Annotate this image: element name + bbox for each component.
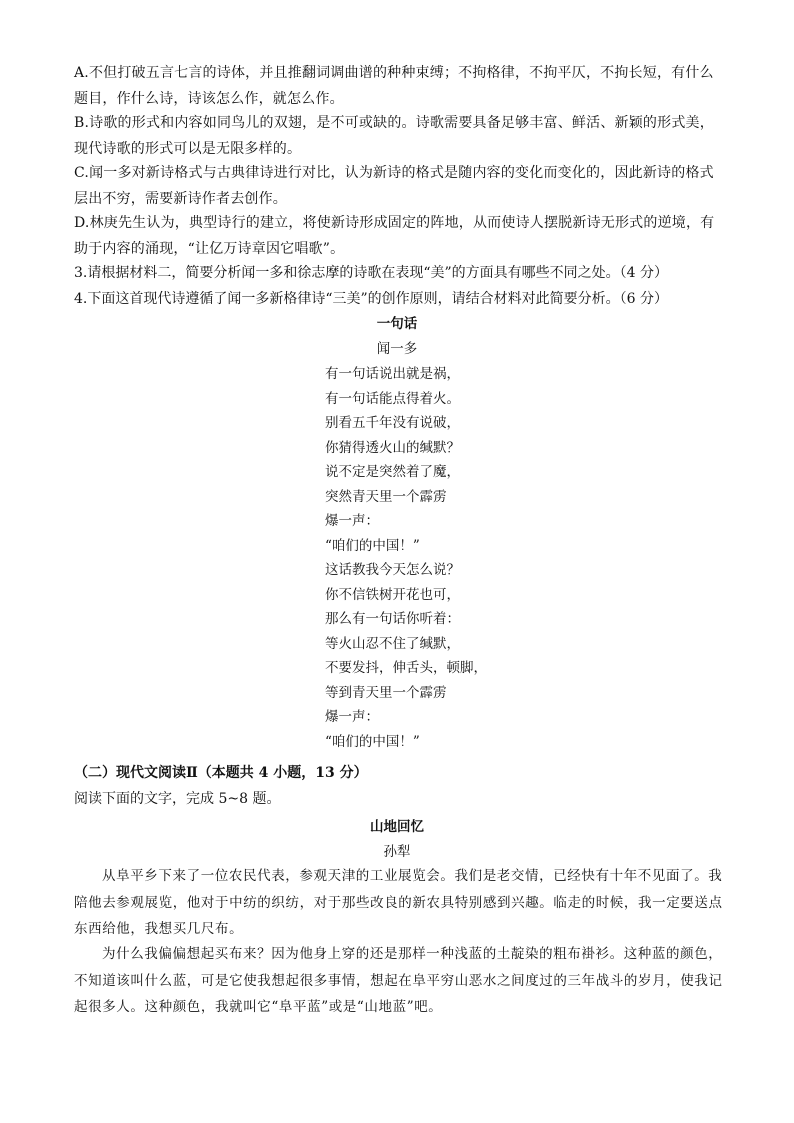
poem-line: 等火山忍不住了缄默， [325,635,460,652]
poem-title: 一句话 [376,316,418,332]
poem-line: 不要发抖，伸舌头，顿脚， [325,660,487,676]
question-3: 3.请根据材料二，简要分析闻一多和徐志摩的诗歌在表现“美”的方面具有哪些不同之处。（4 分） [74,265,669,281]
option-a: A.不但打破五言七言的诗体，并且推翻词调曲谱的种种束缚；不拘格律，不拘平仄，不拘长短，有什么题目，作什么诗，诗该怎么作，就怎么作。 [74,65,714,107]
poem-line: 突然青天里一个霹雳 [325,488,447,505]
poem-line: 爆一声： [325,513,379,529]
poem-line: “咱们的中国！” [325,733,420,750]
poem-line: 你猜得透火山的缄默？ [325,439,460,456]
poem-line: 你不信铁树开花也可， [325,586,460,603]
poem-line: 别看五千年没有说破， [325,415,460,431]
option-d: D.林庚先生认为，典型诗行的建立，将使新诗形成固定的阵地，从而使诗人摆脱新诗无形式的逆境，有助于内容的涌现，“让亿万诗章因它唱歌”。 [74,215,715,257]
poem-line: 那么有一句话你听着： [325,611,460,627]
poem-line: “咱们的中国！” [325,537,420,554]
section-instruction: 阅读下面的文字，完成 5~8 题。 [74,791,281,807]
poem-line: 这话教我今天怎么说？ [325,562,460,578]
passage-title: 山地回忆 [370,819,424,835]
option-c: C.闻一多对新诗格式与古典律诗进行对比，认为新诗的格式是随内容的变化而变化的，因此新诗的格式层出不穷，需要新诗作者去创作。 [74,165,714,207]
poem-line: 爆一声： [325,709,379,725]
passage-paragraph: 从阜平乡下来了一位农民代表，参观天津的工业展览会。我们是老交情，已经快有十年不见面了。我陪他去参观展览，他对于中纺的织纺，对于那些改良的新农具特别感到兴趣。临走的时候，我一定要送点东西给他，我想买几尺布。 [74,868,723,937]
passage-paragraph: 为什么我偏偏想起买布来？因为他身上穿的还是那样一种浅蓝的土靛染的粗布褂衫。这种蓝的颜色，不知道该叫什么蓝，可是它使我想起很多事情，想起在阜平穷山恶水之间度过的三年战斗的岁月，使我记起很多人。这种颜色，我就叫它“阜平蓝”或是“山地蓝”吧。 [74,946,723,1015]
poem-line: 有一句话说出就是祸， [325,366,460,382]
poem-author: 闻一多 [376,341,418,357]
poem-line: 有一句话能点得着火。 [325,390,460,407]
question-4: 4.下面这首现代诗遵循了闻一多新格律诗“三美”的创作原则，请结合材料对此简要分析。（6 分） [74,291,669,307]
passage-author: 孙犁 [383,844,411,860]
poem-line: 等到青天里一个霹雳 [325,684,447,701]
option-b: B.诗歌的形式和内容如同鸟儿的双翅，是不可或缺的。诗歌需要具备足够丰富、鲜活、新颖的形式美，现代诗歌的形式可以是无限多样的。 [74,115,714,157]
poem-line: 说不定是突然着了魔， [325,464,460,480]
section-heading: （二）现代文阅读Ⅱ（本题共 4 小题，13 分） [74,765,368,781]
